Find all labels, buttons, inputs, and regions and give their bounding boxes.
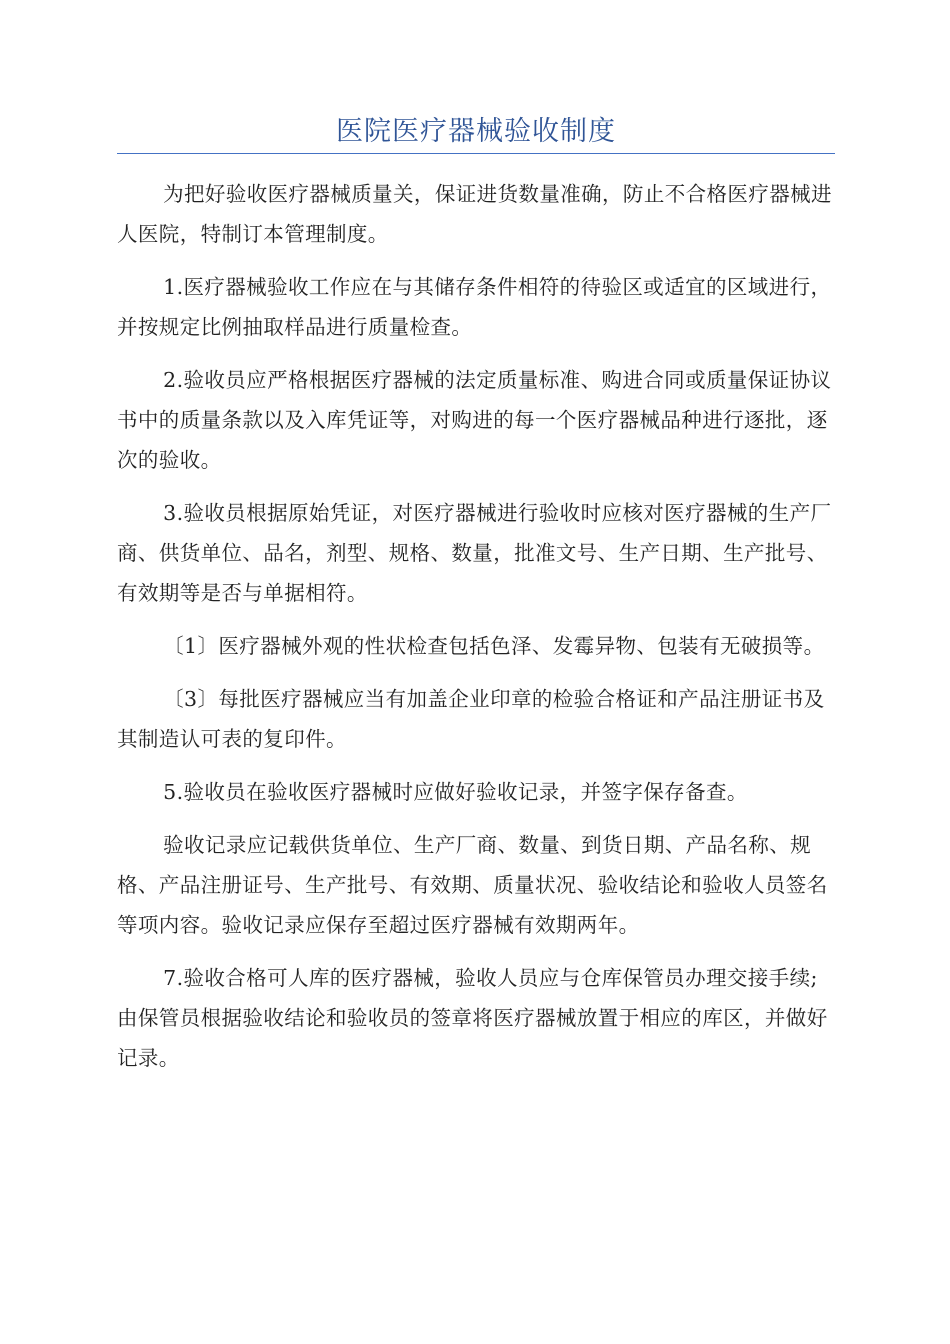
- clause-7-paragraph: 7.验收合格可人库的医疗器械，验收人员应与仓库保管员办理交接手续;由保管员根据验收结论和验收员的签章将医疗器械放置于相应的库区，并做好记录。: [117, 966, 828, 1070]
- subclause-1-paragraph: 〔1〕医疗器械外观的性状检查包括色泽、发霉异物、包装有无破损等。: [163, 634, 825, 658]
- clause-2-paragraph: 2.验收员应严格根据医疗器械的法定质量标准、购进合同或质量保证协议书中的质量条款以及入库凭证等，对购进的每一个医疗器械品种进行逐批，逐次的验收。: [117, 368, 832, 472]
- intro-paragraph: 为把好验收医疗器械质量关，保证进货数量准确，防止不合格医疗器械进人医院，特制订本管理制度。: [117, 182, 832, 246]
- subclause-3-paragraph: 〔3〕每批医疗器械应当有加盖企业印章的检验合格证和产品注册证书及其制造认可表的复印件。: [117, 687, 825, 751]
- document-body: [117, 174, 835, 1091]
- document-title: 医院医疗器械验收制度: [336, 116, 616, 147]
- clause-3-paragraph: 3.验收员根据原始凭证，对医疗器械进行验收时应核对医疗器械的生产厂商、供货单位、品名，剂型、规格、数量，批准文号、生产日期、生产批号、有效期等是否与单据相符。: [117, 501, 832, 605]
- record-requirements-paragraph: 验收记录应记载供货单位、生产厂商、数量、到货日期、产品名称、规格、产品注册证号、生产批号、有效期、质量状况、验收结论和验收人员签名等项内容。验收记录应保存至超过医疗器械有效期两年。: [117, 833, 828, 937]
- title-underline: [117, 153, 835, 154]
- clause-5-paragraph: 5.验收员在验收医疗器械时应做好验收记录，并签字保存备查。: [163, 780, 748, 804]
- clause-1-paragraph: 1.医疗器械验收工作应在与其储存条件相符的待验区或适宜的区域进行，并按规定比例抽取样品进行质量检查。: [117, 275, 832, 339]
